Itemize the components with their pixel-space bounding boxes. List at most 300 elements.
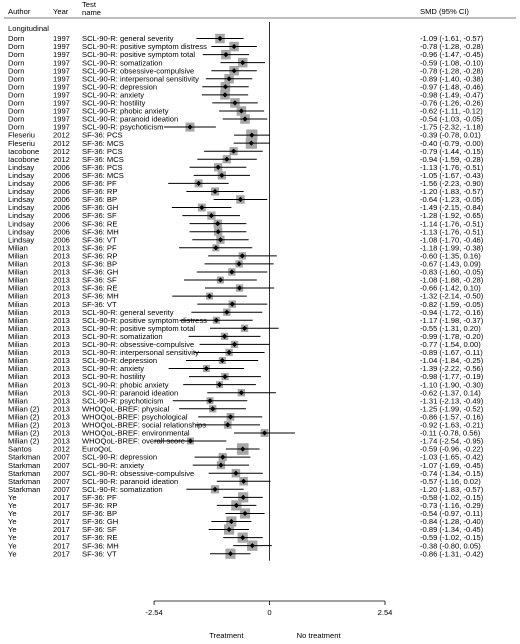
row-year: 2013 — [53, 275, 70, 285]
study-row — [8, 364, 484, 373]
study-row — [8, 58, 484, 68]
row-year: 2017 — [53, 517, 70, 527]
row-author: Milian (2) — [8, 420, 40, 430]
row-author: Starkman — [8, 460, 41, 470]
row-ci-text: -1.75 (-2.32, -1.18) — [420, 122, 484, 132]
row-test: WHOQoL-BREF: social relationships — [82, 420, 207, 430]
row-author: Milian — [8, 315, 28, 325]
tick-label: 0 — [267, 608, 272, 617]
study-row — [8, 260, 481, 269]
header-author: Author — [8, 7, 31, 16]
row-author: Dorn — [8, 106, 25, 116]
row-test: SF-36: RP — [82, 501, 118, 510]
row-author: Lindsay — [8, 211, 35, 221]
study-row — [8, 348, 483, 357]
row-author: Dorn — [8, 98, 25, 108]
row-year: 2006 — [53, 187, 70, 197]
row-year: 2006 — [53, 219, 70, 229]
row-year: 2017 — [53, 509, 70, 519]
row-year: 2013 — [53, 340, 70, 349]
row-ci-text: -0.67 (-1.43, 0.09) — [420, 259, 481, 269]
study-row — [8, 42, 484, 52]
study-row — [8, 316, 484, 325]
study-row — [8, 284, 481, 293]
row-author: Lindsay — [8, 187, 35, 197]
header-smd: SMD (95% CI) — [420, 7, 469, 16]
row-ci-text: -0.86 (-1.31, -0.42) — [420, 549, 484, 559]
row-author: Milian — [8, 356, 28, 366]
row-ci-text: -0.54 (-0.97, -0.11) — [420, 509, 483, 519]
study-row — [8, 171, 484, 180]
row-test: SCL-90-R: positive symptom distress — [82, 42, 207, 52]
study-row — [8, 372, 484, 381]
row-author: Fleseriu — [8, 138, 36, 148]
study-row — [8, 211, 484, 220]
row-test: SF-36: SF — [82, 211, 117, 221]
study-row — [8, 469, 484, 478]
study-row — [8, 461, 484, 470]
study-row — [8, 123, 484, 132]
row-test: SF-36: VT — [82, 235, 117, 245]
row-test: SCL-90-R: hostility — [82, 98, 146, 108]
row-test: SF-36: MH — [82, 541, 119, 551]
row-test: SF-36: MCS — [82, 154, 124, 164]
tick-label: -2.54 — [145, 608, 163, 617]
row-test: SCL-90-R: interpersonal sensitivity — [82, 74, 199, 84]
row-year: 2007 — [53, 484, 70, 494]
row-test: SCL-90-R: interpersonal sensitivity — [82, 348, 199, 358]
row-year: 2013 — [53, 404, 70, 414]
row-year: 2012 — [53, 130, 70, 140]
row-test: SCL-90-R: phobic anxiety — [82, 106, 169, 116]
tick-label: 2.54 — [377, 608, 393, 617]
row-year: 2013 — [53, 259, 70, 269]
row-year: 2013 — [53, 396, 70, 406]
study-row — [8, 195, 484, 204]
row-test: SF-36: RE — [82, 283, 118, 293]
row-test: WHOQoL-BREF: psychological — [82, 412, 188, 422]
row-year: 2013 — [53, 299, 70, 309]
row-ci-text: -0.73 (-1.16, -0.29) — [420, 501, 484, 510]
study-row — [8, 421, 484, 430]
row-ci-text: -0.38 (-0.80, 0.05) — [420, 541, 481, 551]
row-ci-text: -1.18 (-1.99, -0.38) — [420, 243, 484, 253]
row-ci-text: -0.94 (-1.59, -0.28) — [420, 154, 484, 164]
row-year: 2013 — [53, 348, 70, 358]
row-year: 2013 — [53, 412, 70, 422]
row-test: SF-36: MCS — [82, 138, 124, 148]
row-author: Ye — [8, 501, 17, 510]
study-row — [8, 155, 484, 164]
row-author: Milian — [8, 267, 28, 277]
row-author: Milian — [8, 380, 28, 390]
row-author: Dorn — [8, 34, 25, 44]
row-ci-text: -1.13 (-1.76, -0.51) — [420, 227, 484, 237]
row-ci-text: -0.59 (-1.08, -0.10) — [420, 58, 484, 68]
row-test: SF-36: MH — [82, 291, 119, 301]
row-test: SCL-90-R: general severity — [82, 34, 174, 44]
row-test: SF-36: SF — [82, 275, 117, 285]
row-ci-text: -0.97 (-1.48, -0.46) — [420, 82, 484, 92]
row-year: 2012 — [53, 138, 70, 148]
row-year: 1997 — [53, 74, 70, 84]
row-author: Milian — [8, 299, 28, 309]
row-author: Starkman — [8, 468, 41, 478]
row-author: Ye — [8, 492, 17, 502]
row-test: SCL-90-R: somatization — [82, 484, 163, 494]
row-ci-text: -0.74 (-1.34, -0.15) — [420, 468, 484, 478]
row-ci-text: -0.84 (-1.28, -0.40) — [420, 517, 484, 527]
row-ci-text: -0.98 (-1.49, -0.47) — [420, 90, 484, 100]
row-test: SF-36: GH — [82, 517, 119, 527]
row-ci-text: -0.94 (-1.72, -0.16) — [420, 307, 484, 317]
row-test: SCL-90-R: anxiety — [82, 90, 145, 100]
row-test: SCL-90-R: paranoid ideation — [82, 388, 179, 398]
row-year: 2007 — [53, 460, 70, 470]
row-year: 2007 — [53, 476, 70, 486]
row-test: SF-36: VT — [82, 299, 117, 309]
row-test: SCL-90-R: depression — [82, 356, 158, 366]
row-year: 2013 — [53, 428, 70, 438]
row-author: Ye — [8, 517, 17, 527]
row-author: Milian — [8, 307, 28, 317]
row-test: SF-36: SF — [82, 525, 117, 535]
row-year: 2013 — [53, 307, 70, 317]
row-author: Lindsay — [8, 227, 35, 237]
row-year: 2006 — [53, 211, 70, 221]
study-row — [8, 90, 484, 100]
study-row — [8, 34, 484, 44]
row-ci-text: -1.07 (-1.69, -0.45) — [420, 460, 484, 470]
row-test: SCL-90-R: depression — [82, 452, 158, 462]
row-test: SCL-90-R: obsessive-compulsive — [82, 66, 195, 76]
row-year: 2013 — [53, 372, 70, 382]
study-row — [8, 492, 484, 502]
row-year: 2013 — [53, 291, 70, 301]
row-ci-text: -1.03 (-1.65, -0.42) — [420, 452, 484, 462]
row-author: Dorn — [8, 50, 25, 60]
row-author: Ye — [8, 549, 17, 559]
row-ci-text: -0.83 (-1.60, -0.05) — [420, 267, 484, 277]
row-ci-text: -0.58 (-1.02, -0.15) — [420, 492, 484, 502]
row-test: SCL-90-R: psychoticism — [82, 122, 164, 132]
row-year: 2013 — [53, 315, 70, 325]
row-test: SCL-90-R: obsessive-compulsive — [82, 340, 195, 349]
row-author: Milian — [8, 331, 28, 341]
study-row — [8, 412, 484, 421]
study-row — [8, 227, 484, 236]
row-author: Milian — [8, 388, 28, 398]
row-author: Ye — [8, 525, 17, 535]
row-ci-text: -0.64 (-1.23, -0.05) — [420, 195, 484, 205]
row-author: Lindsay — [8, 219, 35, 229]
row-ci-text: -0.96 (-1.47, -0.45) — [420, 50, 484, 60]
favours-right-label: No treatment — [296, 631, 341, 640]
row-year: 1997 — [53, 98, 70, 108]
row-year: 2017 — [53, 492, 70, 502]
row-year: 1997 — [53, 58, 70, 68]
row-ci-text: -1.05 (-1.67, -0.43) — [420, 170, 484, 180]
row-test: SF-36: PF — [82, 243, 117, 253]
row-year: 1997 — [53, 50, 70, 60]
row-year: 1997 — [53, 34, 70, 44]
header-test-line2: name — [82, 8, 101, 17]
study-row — [8, 114, 484, 124]
row-test: SF-36: PF — [82, 492, 117, 502]
row-year: 2013 — [53, 331, 70, 341]
row-test: SCL-90-R: anxiety — [82, 460, 145, 470]
row-test: SCL-90-R: depression — [82, 82, 158, 92]
row-ci-text: -0.59 (-0.96, -0.22) — [420, 444, 484, 454]
row-ci-text: -1.04 (-1.84, -0.25) — [420, 356, 484, 366]
row-test: SCL-90-R: phobic anxiety — [82, 380, 169, 390]
row-author: Dorn — [8, 66, 25, 76]
row-year: 2013 — [53, 251, 70, 261]
study-row — [8, 292, 484, 301]
study-row — [8, 235, 484, 244]
study-row — [8, 276, 484, 285]
row-ci-text: -1.08 (-1.70, -0.46) — [420, 235, 484, 245]
row-year: 2013 — [53, 380, 70, 390]
row-ci-text: -1.25 (-1.99, -0.52) — [420, 404, 484, 414]
study-row — [8, 340, 481, 349]
row-year: 2006 — [53, 227, 70, 237]
row-author: Starkman — [8, 452, 41, 462]
row-author: Dorn — [8, 74, 25, 84]
study-row — [8, 179, 484, 188]
row-year: 2013 — [53, 283, 70, 293]
row-year: 2013 — [53, 420, 70, 430]
row-test: SF-36: VT — [82, 549, 117, 559]
row-ci-text: -0.76 (-1.26, -0.26) — [420, 98, 484, 108]
row-test: SF-36: BP — [82, 509, 118, 519]
row-year: 2013 — [53, 388, 70, 398]
row-author: Milian — [8, 348, 28, 358]
row-year: 2017 — [53, 533, 70, 543]
row-year: 1997 — [53, 82, 70, 92]
row-test: SF-36: RE — [82, 533, 118, 543]
row-ci-text: -0.89 (-1.67, -0.11) — [420, 348, 483, 358]
row-ci-text: -1.09 (-1.61, -0.57) — [420, 34, 484, 44]
row-author: Ye — [8, 533, 17, 543]
row-test: WHOQoL-BREF: physical — [82, 404, 170, 414]
row-author: Dorn — [8, 58, 25, 68]
header-year: Year — [53, 7, 69, 16]
study-row — [8, 300, 484, 309]
row-ci-text: -1.08 (-1.88, -0.28) — [420, 275, 484, 285]
row-ci-text: -0.54 (-1.03, -0.05) — [420, 114, 484, 124]
row-test: SCL-90-R: positive symptom distress — [82, 315, 207, 325]
row-ci-text: -0.77 (-1.54, 0.00) — [420, 340, 481, 349]
row-author: Milian (2) — [8, 404, 40, 414]
row-test: WHOQoL-BREF: environmental — [82, 428, 190, 438]
row-ci-text: -1.56 (-2.23, -0.90) — [420, 179, 484, 188]
row-author: Dorn — [8, 82, 25, 92]
row-year: 2007 — [53, 452, 70, 462]
study-row — [8, 203, 484, 212]
row-test: SCL-90-R: hostility — [82, 372, 146, 382]
row-year: 2006 — [53, 179, 70, 188]
row-ci-text: -1.17 (-1.98, -0.37) — [420, 315, 484, 325]
study-row — [8, 533, 484, 543]
row-author: Milian — [8, 396, 28, 406]
row-author: Dorn — [8, 90, 25, 100]
row-author: Milian — [8, 243, 28, 253]
study-row — [8, 82, 484, 92]
row-ci-text: -1.32 (-2.14, -0.50) — [420, 291, 484, 301]
row-year: 2017 — [53, 549, 70, 559]
row-year: 2013 — [53, 267, 70, 277]
row-year: 2013 — [53, 364, 70, 374]
row-author: Lindsay — [8, 203, 35, 213]
row-test: SF-36: GH — [82, 203, 119, 213]
row-ci-text: -1.10 (-1.90, -0.30) — [420, 380, 484, 390]
group-label: Longitudinal — [8, 24, 49, 33]
row-year: 1997 — [53, 114, 70, 124]
row-ci-text: -1.74 (-2.54, -0.95) — [420, 436, 484, 446]
row-author: Lindsay — [8, 162, 35, 172]
row-ci-text: -0.86 (-1.57, -0.16) — [420, 412, 484, 422]
row-test: SCL-90-R: somatization — [82, 331, 163, 341]
row-author: Ye — [8, 541, 17, 551]
row-author: Starkman — [8, 484, 41, 494]
study-row — [8, 187, 484, 196]
row-author: Milian — [8, 259, 28, 269]
row-year: 2012 — [53, 146, 70, 156]
row-test: SF-36: RE — [82, 219, 118, 229]
row-year: 2006 — [53, 203, 70, 213]
row-test: SCL-90-R: anxiety — [82, 364, 145, 374]
row-test: SF-36: MH — [82, 227, 119, 237]
favours-left-label: Treatment — [209, 631, 244, 640]
row-ci-text: -1.39 (-2.22, -0.56) — [420, 364, 484, 374]
row-test: SF-36: BP — [82, 259, 118, 269]
row-ci-text: -0.89 (-1.40, -0.38) — [420, 74, 484, 84]
row-test: EuroQoL — [82, 444, 113, 454]
row-author: Milian (2) — [8, 412, 40, 422]
x-axis — [145, 601, 392, 640]
row-ci-text: -1.31 (-2.13, -0.49) — [420, 396, 484, 406]
row-year: 2013 — [53, 436, 70, 446]
row-year: 2006 — [53, 195, 70, 205]
row-test: SCL-90-R: positive symptom total — [82, 50, 196, 60]
row-ci-text: -1.28 (-1.92, -0.65) — [420, 211, 484, 221]
row-author: Lindsay — [8, 195, 35, 205]
row-ci-text: -0.98 (-1.77, -0.19) — [420, 372, 484, 382]
row-ci-text: -0.62 (-1.37, 0.14) — [420, 388, 481, 398]
row-ci-text: -0.92 (-1.63, -0.21) — [420, 420, 484, 430]
row-ci-text: -1.13 (-1.76, -0.51) — [420, 162, 484, 172]
row-year: 2006 — [53, 170, 70, 180]
row-ci-text: -0.79 (-1.44, -0.15) — [420, 146, 484, 156]
row-year: 1997 — [53, 42, 70, 52]
row-test: SCL-90-R: somatization — [82, 58, 163, 68]
row-author: Fleseriu — [8, 130, 36, 140]
study-row — [8, 429, 481, 438]
study-row — [8, 138, 484, 149]
study-row — [8, 477, 481, 486]
row-test: SF-36: PCS — [82, 162, 123, 172]
row-author: Milian — [8, 372, 28, 382]
header-test-line1: Test — [82, 0, 96, 9]
row-year: 2017 — [53, 525, 70, 535]
row-test: SF-36: PCS — [82, 146, 123, 156]
row-ci-text: -0.82 (-1.59, -0.05) — [420, 299, 484, 309]
row-author: Milian (2) — [8, 428, 40, 438]
row-test: SCL-90-R: obsessive-compulsive — [82, 468, 195, 478]
row-year: 1997 — [53, 106, 70, 116]
row-test: SCL-90-R: psychoticism — [82, 396, 164, 406]
row-author: Lindsay — [8, 235, 35, 245]
row-author: Milian — [8, 323, 28, 333]
row-test: SCL-90-R: positive symptom total — [82, 323, 196, 333]
study-row — [8, 396, 484, 405]
row-author: Milian — [8, 251, 28, 261]
row-ci-text: -1.49 (-2.15, -0.84) — [420, 203, 484, 213]
row-author: Dorn — [8, 122, 25, 132]
row-author: Iacobone — [8, 146, 40, 156]
row-test: SF-36: MCS — [82, 170, 124, 180]
study-row — [8, 356, 484, 365]
study-row — [8, 129, 481, 140]
row-author: Milian (2) — [8, 436, 40, 446]
row-ci-text: -0.11 (-0.78, 0.56) — [420, 428, 481, 438]
row-test: SCL-90-R: paranoid ideation — [82, 476, 179, 486]
row-author: Milian — [8, 364, 28, 374]
row-author: Milian — [8, 275, 28, 285]
study-row — [8, 380, 484, 389]
row-test: SF-36: PF — [82, 179, 117, 188]
row-test: SF-36: BP — [82, 195, 118, 205]
study-row — [8, 443, 484, 455]
row-test: SCL-90-R: general severity — [82, 307, 174, 317]
row-ci-text: -1.20 (-1.83, -0.57) — [420, 187, 484, 197]
row-ci-text: -0.78 (-1.28, -0.28) — [420, 66, 484, 76]
row-ci-text: -0.60 (-1.35, 0.16) — [420, 251, 481, 261]
row-author: Dorn — [8, 42, 25, 52]
row-author: Dorn — [8, 114, 25, 124]
study-row — [8, 74, 484, 84]
study-row — [8, 243, 484, 252]
row-test: SF-36: RP — [82, 187, 118, 197]
row-year: 2013 — [53, 243, 70, 253]
header-row — [8, 0, 469, 17]
row-ci-text: -0.39 (-0.78, 0.01) — [420, 130, 481, 140]
row-ci-text: -0.89 (-1.34, -0.45) — [420, 525, 484, 535]
study-row — [8, 388, 481, 397]
study-row — [8, 219, 484, 228]
row-ci-text: -0.78 (-1.28, -0.28) — [420, 42, 484, 52]
row-test: SF-36: PCS — [82, 130, 123, 140]
row-year: 2017 — [53, 501, 70, 510]
study-row — [8, 324, 481, 333]
row-year: 1997 — [53, 90, 70, 100]
study-row — [8, 404, 484, 413]
row-year: 2006 — [53, 235, 70, 245]
row-ci-text: -0.66 (-1.42, 0.10) — [420, 283, 481, 293]
row-year: 2012 — [53, 154, 70, 164]
row-year: 1997 — [53, 122, 70, 132]
study-row — [8, 508, 483, 518]
study-row — [8, 268, 484, 277]
row-author: Ye — [8, 509, 17, 519]
row-ci-text: -0.62 (-1.11, -0.12) — [420, 106, 483, 116]
study-row — [8, 549, 484, 559]
row-author: Milian — [8, 340, 28, 349]
study-row — [8, 251, 481, 260]
study-row — [8, 308, 484, 317]
row-test: SCL-90-R: paranoid ideation — [82, 114, 179, 124]
